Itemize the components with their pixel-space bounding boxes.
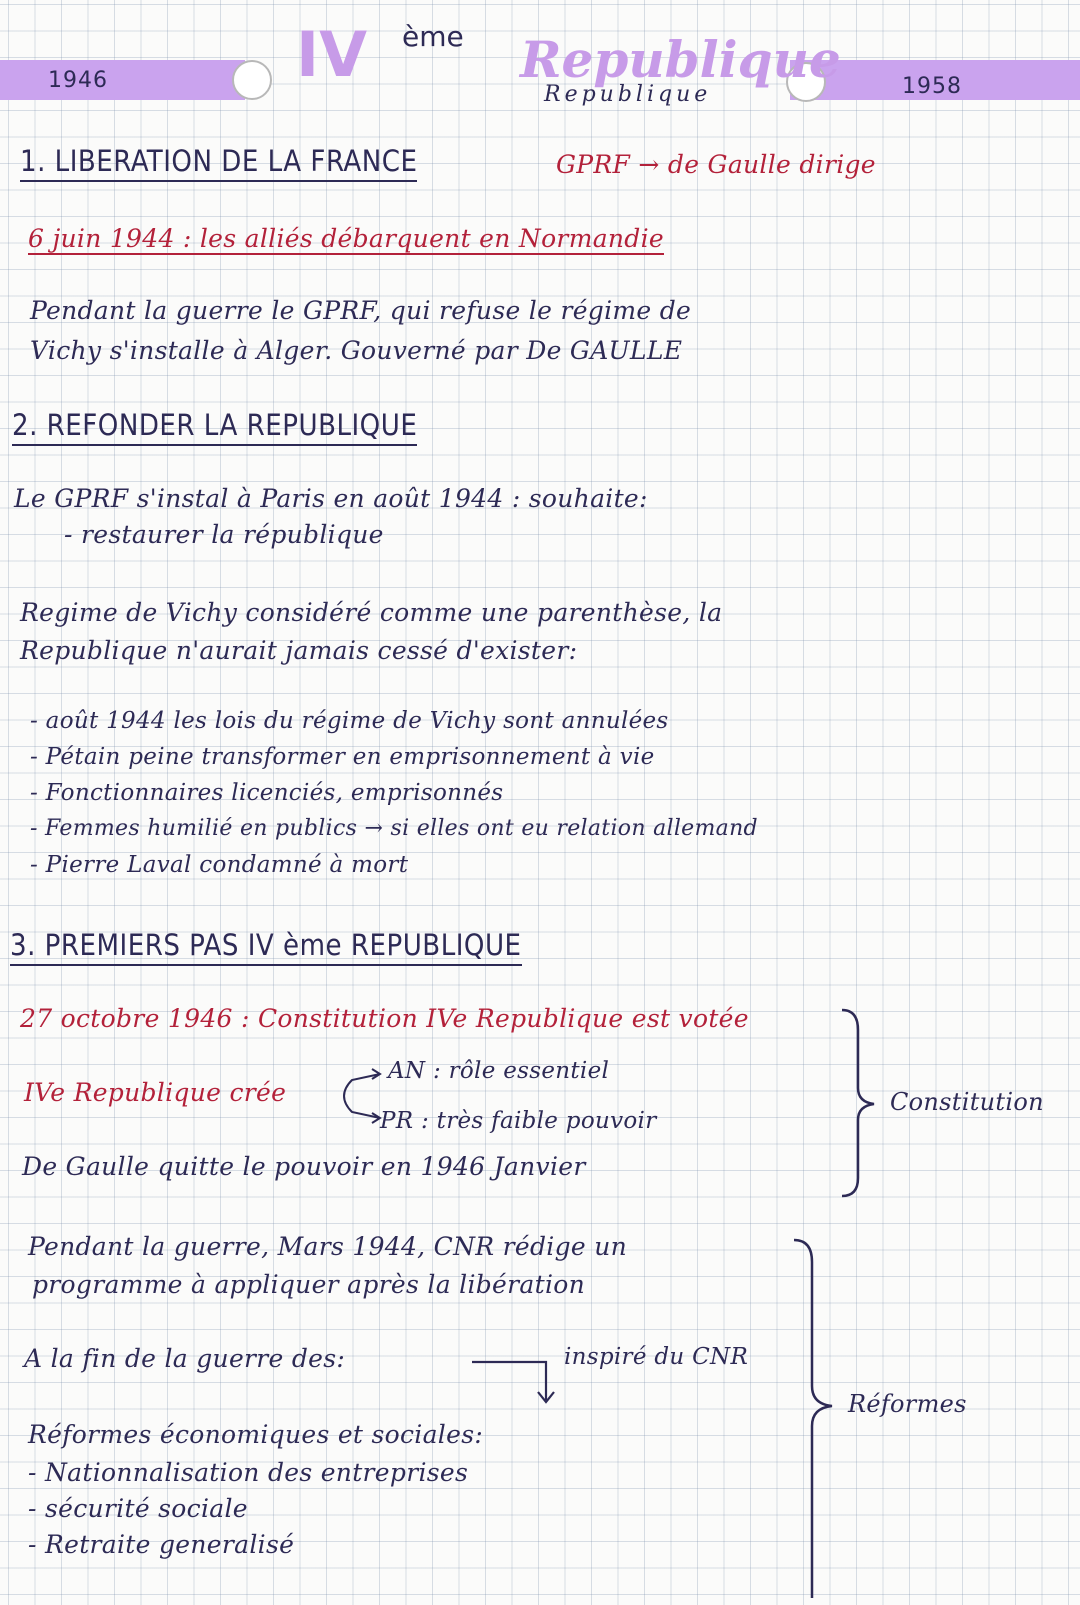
de-gaulle-line: De Gaulle quitte le pouvoir en 1946 Janvier — [22, 1152, 586, 1181]
section1-side-note: GPRF → de Gaulle dirige — [556, 150, 876, 179]
reformes-brace-label: Réformes — [848, 1390, 967, 1418]
pr-line: PR : très faible pouvoir — [380, 1108, 657, 1134]
title-word: Republique — [520, 30, 841, 89]
constitution-line: 27 octobre 1946 : Constitution IVe Republique est votée — [20, 1004, 749, 1033]
section1-event: 6 juin 1944 : les alliés débarquent en Normandie — [28, 224, 664, 253]
reforms-title: Réformes économiques et sociales: — [28, 1420, 484, 1449]
title-superscript: ème — [402, 20, 464, 53]
section2-bullet: - août 1944 les lois du régime de Vichy sont annulées — [30, 708, 669, 734]
reform-item: - Retraite generalisé — [28, 1530, 295, 1559]
cnr-line2: programme à appliquer après la libération — [32, 1270, 585, 1299]
inspired-label: inspiré du CNR — [564, 1344, 749, 1370]
section2-bullet: - Pétain peine transformer en emprisonnement à vie — [30, 744, 655, 770]
section2-heading: 2. REFONDER LA REPUBLIQUE — [12, 408, 417, 446]
arrow-down-icon — [468, 1348, 568, 1412]
an-line: AN : rôle essentiel — [388, 1058, 610, 1084]
year-end: 1958 — [902, 74, 962, 99]
section2-bullet: - Femmes humilié en publics → si elles ont eu relation allemand — [30, 816, 758, 841]
year-start: 1946 — [48, 68, 108, 93]
section1-paragraph-line2: Vichy s'installe à Alger. Gouverné par De GAULLE — [30, 336, 683, 365]
reformes-brace-icon — [790, 1236, 840, 1602]
title-highlight-left — [0, 60, 245, 100]
reform-item: - sécurité sociale — [28, 1494, 248, 1523]
section1-paragraph-line1: Pendant la guerre le GPRF, qui refuse le régime de — [30, 296, 692, 325]
section2-line2: - restaurer la république — [64, 520, 384, 549]
creates-label: IVe Republique crée — [24, 1078, 287, 1107]
section2-line1: Le GPRF s'instal à Paris en août 1944 : souhaite: — [14, 484, 648, 513]
constitution-brace-label: Constitution — [890, 1088, 1044, 1116]
section1-heading: 1. LIBERATION DE LA FRANCE — [20, 144, 417, 182]
binder-hole-left — [232, 60, 272, 100]
end-war-line: A la fin de la guerre des: — [24, 1344, 346, 1373]
constitution-brace-icon — [838, 1006, 880, 1200]
cnr-line1: Pendant la guerre, Mars 1944, CNR rédige un — [28, 1232, 628, 1261]
reform-item: - Nationnalisation des entreprises — [28, 1458, 469, 1487]
section2-para-line1: Regime de Vichy considéré comme une parenthèse, la — [20, 598, 723, 627]
title-word-small: Republique — [544, 82, 712, 107]
section2-para-line2: Republique n'aurait jamais cessé d'exister: — [20, 636, 578, 665]
section2-bullet: - Fonctionnaires licenciés, emprisonnés — [30, 780, 504, 806]
split-arrows-icon — [330, 1066, 382, 1130]
section2-bullet: - Pierre Laval condamné à mort — [30, 852, 409, 878]
section3-heading: 3. PREMIERS PAS IV ème REPUBLIQUE — [10, 928, 522, 966]
title-numeral: IV — [296, 18, 368, 91]
